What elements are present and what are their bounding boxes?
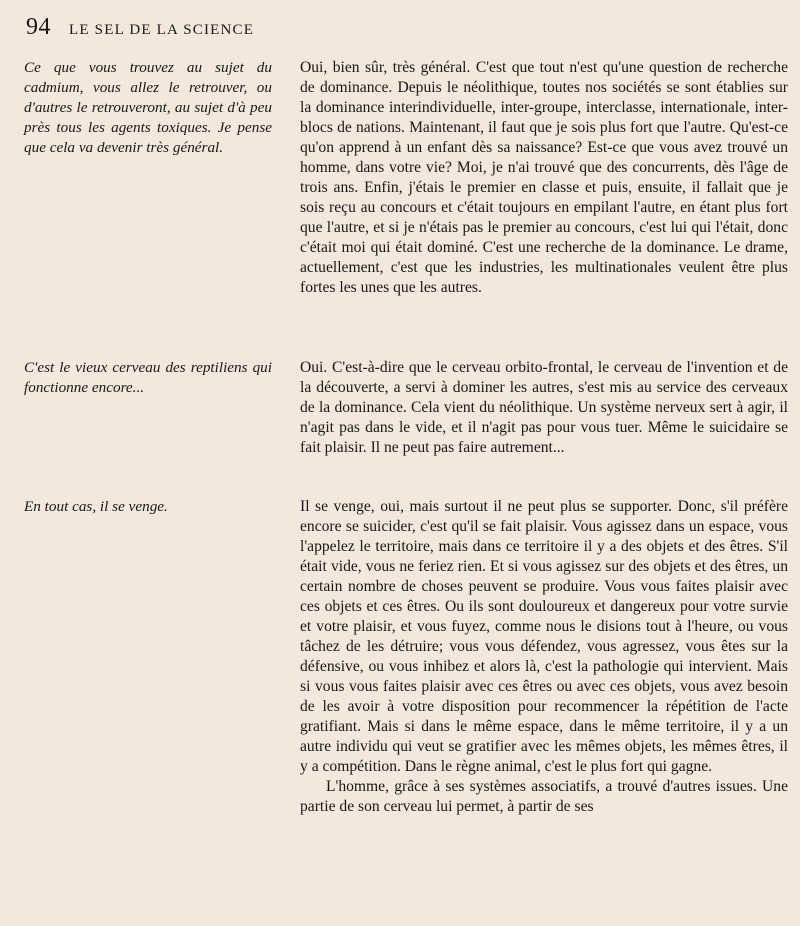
answer-paragraph: Il se venge, oui, mais surtout il ne peut plus se supporter. Donc, s'il préfère encore se suicider, c'est qu'il se fait plaisir. Vous agissez dans un espace, vous l'appelez le territoire, mais dans ce territoire il y a des objets et des êtres. S'il était vide, vous ne feriez rien. Et si vous agissez sur des objets et des êtres, un certain nombre de choses peuvent se produire. Vous vous faites plaisir avec ces objets et ces êtres. Ou ils sont douloureux et dangereux pour votre survie et votre plaisir, et vous fuyez, comme nous le disions tout à l'heure, ou vous tâchez de les détruire; vous vous défendez, vous agressez, vous êtes sur la défensive, ou vous inhibez et alors là, c'est la pathologie qui intervient. Mais si vous vous faites plaisir avec ces êtres ou avec ces objets, vous avez besoin de les avoir à votre disposition pour recommencer la répétition de l'acte gratifiant. Mais si dans le même espace, dans le même territoire, il y a un autre individu qui veut se gratifier avec les mêmes objets, les mêmes êtres, il y a compétition. Dans le règne animal, c'est le plus fort qui gagne.	[300, 498, 788, 775]
page-header	[26, 14, 254, 41]
interviewee-answer	[300, 58, 788, 298]
interviewer-question: C'est le vieux cerveau des reptiliens qui fonctionne encore...	[24, 359, 272, 396]
answer-paragraph: Oui. C'est-à-dire que le cerveau orbito-frontal, le cerveau de l'invention et de la découverte, a servi à dominer les autres, s'est mis au service des cerveaux de la dominance. Cela vient du néolithique. Un système nerveux sert à agir, il n'agit pas dans le vide, et il n'agit pas pour vous tuer. Même le suicidaire se fait plaisir. Il ne peut pas faire autrement...	[300, 359, 788, 456]
interviewer-question: Ce que vous trouvez au sujet du cadmium, vous allez le retrouver, ou d'autres le retrouveront, au sujet d'à peu près tous les agents toxiques. Je pense que cela va devenir très général.	[24, 59, 272, 156]
answer-paragraph: L'homme, grâce à ses systèmes associatifs, a trouvé d'autres issues. Une partie de son cerveau lui permet, à partir de ses	[300, 778, 788, 815]
page-number: 94	[26, 14, 51, 40]
interviewer-question: En tout cas, il se venge.	[24, 498, 168, 515]
interviewee-answer	[300, 497, 788, 817]
running-title: LE SEL DE LA SCIENCE	[69, 22, 255, 38]
interviewee-answer	[300, 358, 788, 458]
answer-paragraph: Oui, bien sûr, très général. C'est que tout n'est qu'une question de recherche de dominance. Depuis le néolithique, toutes nos sociétés se sont établies sur la dominance interindividuelle, inter-groupe, interclasse, internationale, inter-blocs de nations. Maintenant, il faut que je sois plus fort que l'autre. Qu'est-ce qu'on apprend à un enfant dès sa naissance? Est-ce que vous avez trouvé un homme, dans votre vie? Moi, je n'ai trouvé que des concurrents, dès l'âge de trois ans. Enfin, j'étais le premier en classe et puis, ensuite, il fallait que je sois reçu au concours et c'était toujours en empilant l'autre, en étant plus fort que l'autre, et si je n'étais pas le premier au concours, c'est lui qui l'était, donc c'était moi qui était dominé. C'est une recherche de la dominance. Le drame, actuellement, c'est que les industries, les multinationales veulent être plus fortes les unes que les autres.	[300, 59, 788, 296]
